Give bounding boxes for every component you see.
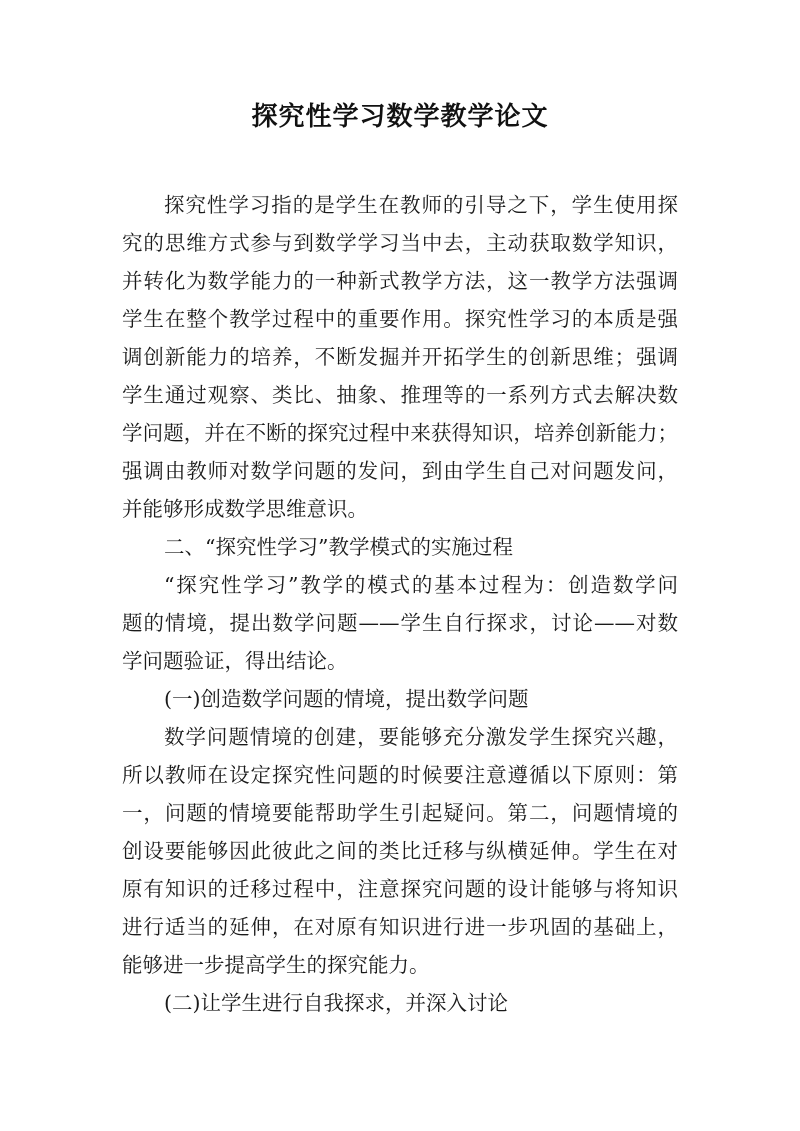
paragraph-line: 进行适当的延伸，在对原有知识进行进一步巩固的基础上， [122, 915, 678, 939]
paragraph-line: 一，问题的情境要能帮助学生引起疑问。第二，问题情境的 [122, 801, 678, 825]
paragraph-line: 强调由教师对数学问题的发问，到由学生自己对问题发问， [122, 459, 678, 483]
paragraph-line: 所以教师在设定探究性问题的时候要注意遵循以下原则：第 [122, 763, 678, 787]
paragraph-line: “探究性学习”教学的模式的基本过程为：创造数学问 [164, 573, 678, 597]
document-title: 探究性学习数学教学论文 [251, 102, 549, 132]
paragraph-line: 创设要能够因此彼此之间的类比迁移与纵横延伸。学生在对 [122, 839, 678, 863]
paragraph-line: 并能够形成数学思维意识。 [122, 497, 368, 521]
paragraph-line: 调创新能力的培养，不断发掘并开拓学生的创新思维；强调 [122, 345, 678, 369]
paragraph-line: 能够进一步提高学生的探究能力。 [122, 953, 430, 977]
paragraph-line: 并转化为数学能力的一种新式教学方法，这一教学方法强调 [122, 269, 678, 293]
subsection-heading: (二)让学生进行自我探求，并深入讨论 [164, 991, 508, 1015]
paragraph-line: 数学问题情境的创建，要能够充分激发学生探究兴趣， [164, 725, 678, 749]
subsection-heading: (一)创造数学问题的情境，提出数学问题 [164, 687, 529, 711]
paragraph-line: 学问题验证，得出结论。 [122, 649, 348, 673]
paragraph-line: 题的情境，提出数学问题——学生自行探求，讨论——对数 [122, 611, 678, 635]
paragraph-line: 学生通过观察、类比、抽象、推理等的一系列方式去解决数 [122, 383, 678, 407]
paragraph-line: 探究性学习指的是学生在教师的引导之下，学生使用探 [164, 193, 678, 217]
paragraph-line: 学生在整个教学过程中的重要作用。探究性学习的本质是强 [122, 307, 678, 331]
paragraph-line: 学问题，并在不断的探究过程中来获得知识，培养创新能力； [122, 421, 678, 445]
paragraph-line: 究的思维方式参与到数学学习当中去，主动获取数学知识， [122, 231, 678, 255]
section-heading: 二、“探究性学习”教学模式的实施过程 [164, 535, 513, 559]
paragraph-line: 原有知识的迁移过程中，注意探究问题的设计能够与将知识 [122, 877, 678, 901]
